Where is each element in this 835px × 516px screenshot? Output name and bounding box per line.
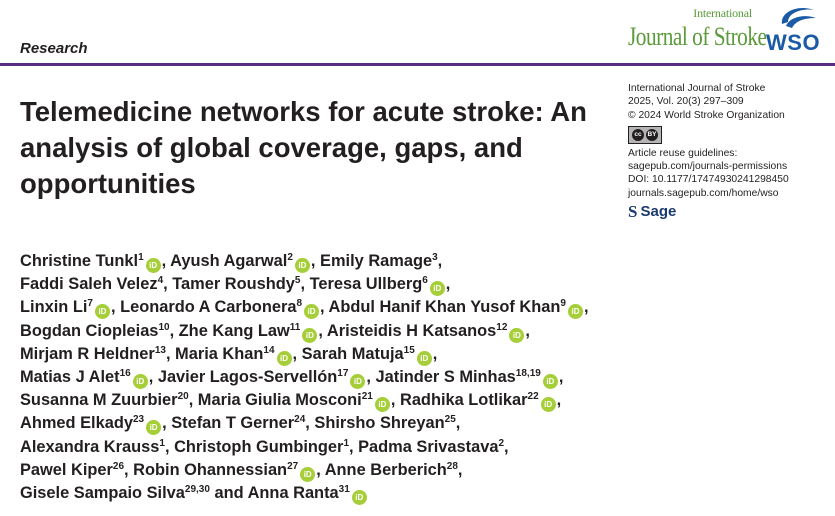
author-affiliation: 15 (403, 344, 415, 356)
author-affiliation: 7 (87, 298, 93, 310)
orcid-icon[interactable] (277, 351, 292, 366)
author-separator: , (318, 321, 327, 340)
author-separator: , (556, 391, 562, 410)
sage-logo-text: Sage (640, 203, 677, 221)
orcid-icon[interactable] (417, 351, 432, 366)
author-line (20, 320, 820, 343)
author-separator: , (432, 344, 438, 363)
author-line (20, 482, 820, 505)
author-separator: , (349, 437, 359, 456)
journal-logo[interactable] (628, 4, 767, 54)
author-name: Stefan T Gerner (171, 414, 295, 433)
author-name: Abdul Hanif Khan Yusof Khan (328, 298, 561, 317)
orcid-icon[interactable] (133, 374, 148, 389)
author-separator: , (165, 344, 176, 363)
orcid-icon[interactable] (146, 258, 161, 273)
author-name: Sarah Matuja (301, 344, 404, 363)
author-name: Anna Ranta (247, 484, 339, 503)
author-name: Ayush Agarwal (170, 252, 288, 270)
author-separator: , (366, 368, 376, 387)
meta-home-link[interactable]: journals.sagepub.com/home/wso (628, 187, 779, 199)
orcid-icon[interactable] (568, 304, 583, 319)
author-name: Susanna M Zuurbier (20, 391, 178, 410)
author-name: Mirjam R Heldner (20, 344, 155, 363)
author-affiliation: 28 (446, 460, 458, 472)
author-name: Alexandra Krauss (20, 437, 160, 456)
author-affiliation: 25 (444, 414, 456, 426)
author-affiliation: 29,30 (184, 484, 210, 496)
author-line (20, 389, 820, 412)
author-affiliation: 8 (296, 298, 302, 310)
orcid-icon[interactable] (430, 281, 445, 296)
orcid-icon[interactable] (350, 374, 365, 389)
author-separator: , (316, 460, 325, 479)
author-separator: , (437, 252, 443, 270)
orcid-icon[interactable] (543, 374, 558, 389)
author-name: Anne Berberich (324, 460, 447, 479)
author-affiliation: 4 (157, 275, 164, 287)
author-affiliation: 12 (496, 321, 508, 333)
author-affiliation: 2 (287, 252, 293, 263)
orcid-icon[interactable] (375, 397, 390, 412)
author-name: Javier Lagos-Servellón (157, 368, 338, 387)
author-name: Pawel Kiper (20, 460, 113, 479)
author-name: Leonardo A Carbonera (120, 298, 297, 317)
author-affiliation: 21 (361, 391, 373, 403)
author-name: Padma Srivastava (358, 437, 499, 456)
author-affiliation: 10 (158, 321, 170, 333)
author-affiliation: 6 (422, 275, 428, 287)
orcid-icon[interactable] (302, 328, 317, 343)
author-affiliation: 13 (154, 344, 166, 356)
orcid-icon[interactable] (352, 490, 367, 505)
author-affiliation: 18,19 (515, 368, 541, 380)
author-name: Robin Ohannessian (133, 460, 288, 479)
author-separator: , (445, 275, 451, 294)
by-icon: BY (646, 129, 658, 141)
orcid-icon[interactable] (95, 304, 110, 319)
author-name: Radhika Lotlikar (399, 391, 528, 410)
author-affiliation: 11 (289, 321, 301, 333)
author-affiliation: 9 (560, 298, 566, 310)
wso-logo-text: WSO (766, 30, 821, 55)
article-title: Telemedicine networks for acute stroke: An analysis of global coverage, gaps, and opportunities (20, 96, 587, 199)
meta-volume: 2025, Vol. 20(3) 297–309 (628, 96, 744, 108)
author-affiliation: 20 (177, 391, 189, 403)
author-separator: , (161, 252, 171, 270)
author-name: Maria Giulia Mosconi (197, 391, 362, 410)
author-affiliation: 1 (138, 252, 144, 263)
orcid-icon[interactable] (509, 328, 524, 343)
sage-s-icon: S (628, 202, 638, 222)
meta-doi[interactable]: DOI: 10.1177/17474930241298450 (628, 174, 789, 186)
wso-logo[interactable] (762, 4, 830, 56)
orcid-icon[interactable] (295, 258, 310, 273)
author-line (20, 296, 820, 319)
author-name: Matias J Alet (20, 368, 120, 387)
author-affiliation: 16 (119, 368, 131, 380)
author-separator: , (504, 437, 509, 456)
author-name: Zhe Kang Law (178, 321, 290, 340)
author-affiliation: 5 (294, 275, 301, 287)
author-separator: , (148, 368, 158, 387)
wso-swoosh-icon (776, 4, 820, 30)
author-affiliation: 26 (112, 460, 125, 472)
author-affiliation: 1 (343, 437, 349, 449)
author-line (20, 436, 820, 459)
cc-icon: cc (632, 129, 644, 141)
author-name: Bogdan Ciopleias (20, 321, 159, 340)
author-separator: , (525, 321, 530, 340)
journal-logo-text: Journal of Stroke (628, 22, 767, 51)
author-separator: , (457, 460, 463, 479)
author-name: Faddi Saleh Velez (20, 275, 158, 294)
author-separator: , (305, 414, 315, 433)
author-affiliation: 17 (337, 368, 349, 380)
author-separator: , (583, 298, 589, 317)
author-name: Teresa Ullberg (309, 275, 423, 294)
author-separator: , (390, 391, 400, 410)
orcid-icon[interactable] (146, 420, 161, 435)
author-separator: , (164, 437, 175, 456)
author-name: Christine Tunkl (20, 252, 139, 270)
author-separator: , (162, 414, 172, 433)
author-list (20, 250, 820, 505)
author-separator: , (558, 368, 564, 387)
author-line (20, 459, 820, 482)
meta-journal: International Journal of Stroke (628, 83, 766, 94)
journal-logo-small-text: International (693, 6, 752, 20)
author-affiliation: 24 (294, 414, 306, 426)
author-name: Maria Khan (175, 344, 264, 363)
author-affiliation: 1 (159, 437, 165, 449)
author-line (20, 273, 820, 296)
cc-by-license-icon[interactable] (628, 126, 662, 144)
author-affiliation: 27 (287, 460, 299, 472)
article-meta (628, 82, 833, 222)
author-separator: , (292, 344, 302, 363)
author-name: Gisele Sampaio Silva (20, 484, 185, 503)
meta-reuse-label: Article reuse guidelines: (628, 147, 738, 159)
author-separator: , (169, 321, 179, 340)
author-separator: , (310, 252, 321, 270)
author-name: Ahmed Elkady (20, 414, 133, 433)
author-separator: , (455, 414, 461, 433)
author-line (20, 343, 820, 366)
author-name: Shirsho Shreyan (314, 414, 445, 433)
author-separator: and (209, 484, 248, 503)
header-rule (0, 63, 835, 66)
orcid-icon[interactable] (541, 397, 556, 412)
author-affiliation: 2 (498, 437, 504, 449)
author-name: Jatinder S Minhas (375, 368, 516, 387)
author-separator: , (163, 275, 173, 294)
author-separator: , (320, 298, 329, 317)
author-separator: , (110, 298, 121, 317)
author-separator: , (300, 275, 310, 294)
orcid-icon[interactable] (304, 304, 319, 319)
author-separator: , (124, 460, 134, 479)
author-name: Tamer Roushdy (172, 275, 295, 294)
sage-logo[interactable] (628, 202, 833, 222)
author-affiliation: 14 (263, 344, 275, 356)
author-affiliation: 23 (132, 414, 145, 426)
author-separator: , (188, 391, 198, 410)
author-name: Linxin Li (20, 298, 88, 317)
author-affiliation: 3 (432, 252, 438, 263)
author-name: Aristeidis H Katsanos (326, 321, 497, 340)
meta-copyright: © 2024 World Stroke Organization (628, 109, 785, 121)
author-name: Emily Ramage (320, 252, 433, 270)
orcid-icon[interactable] (300, 467, 315, 482)
author-line (20, 250, 820, 273)
author-affiliation: 31 (338, 484, 350, 496)
author-line (20, 366, 820, 389)
meta-reuse-link[interactable]: sagepub.com/journals-permissions (628, 161, 788, 173)
author-name: Christoph Gumbinger (174, 437, 344, 456)
author-affiliation: 22 (527, 391, 539, 403)
author-line (20, 412, 820, 435)
section-label: Research (20, 40, 88, 57)
